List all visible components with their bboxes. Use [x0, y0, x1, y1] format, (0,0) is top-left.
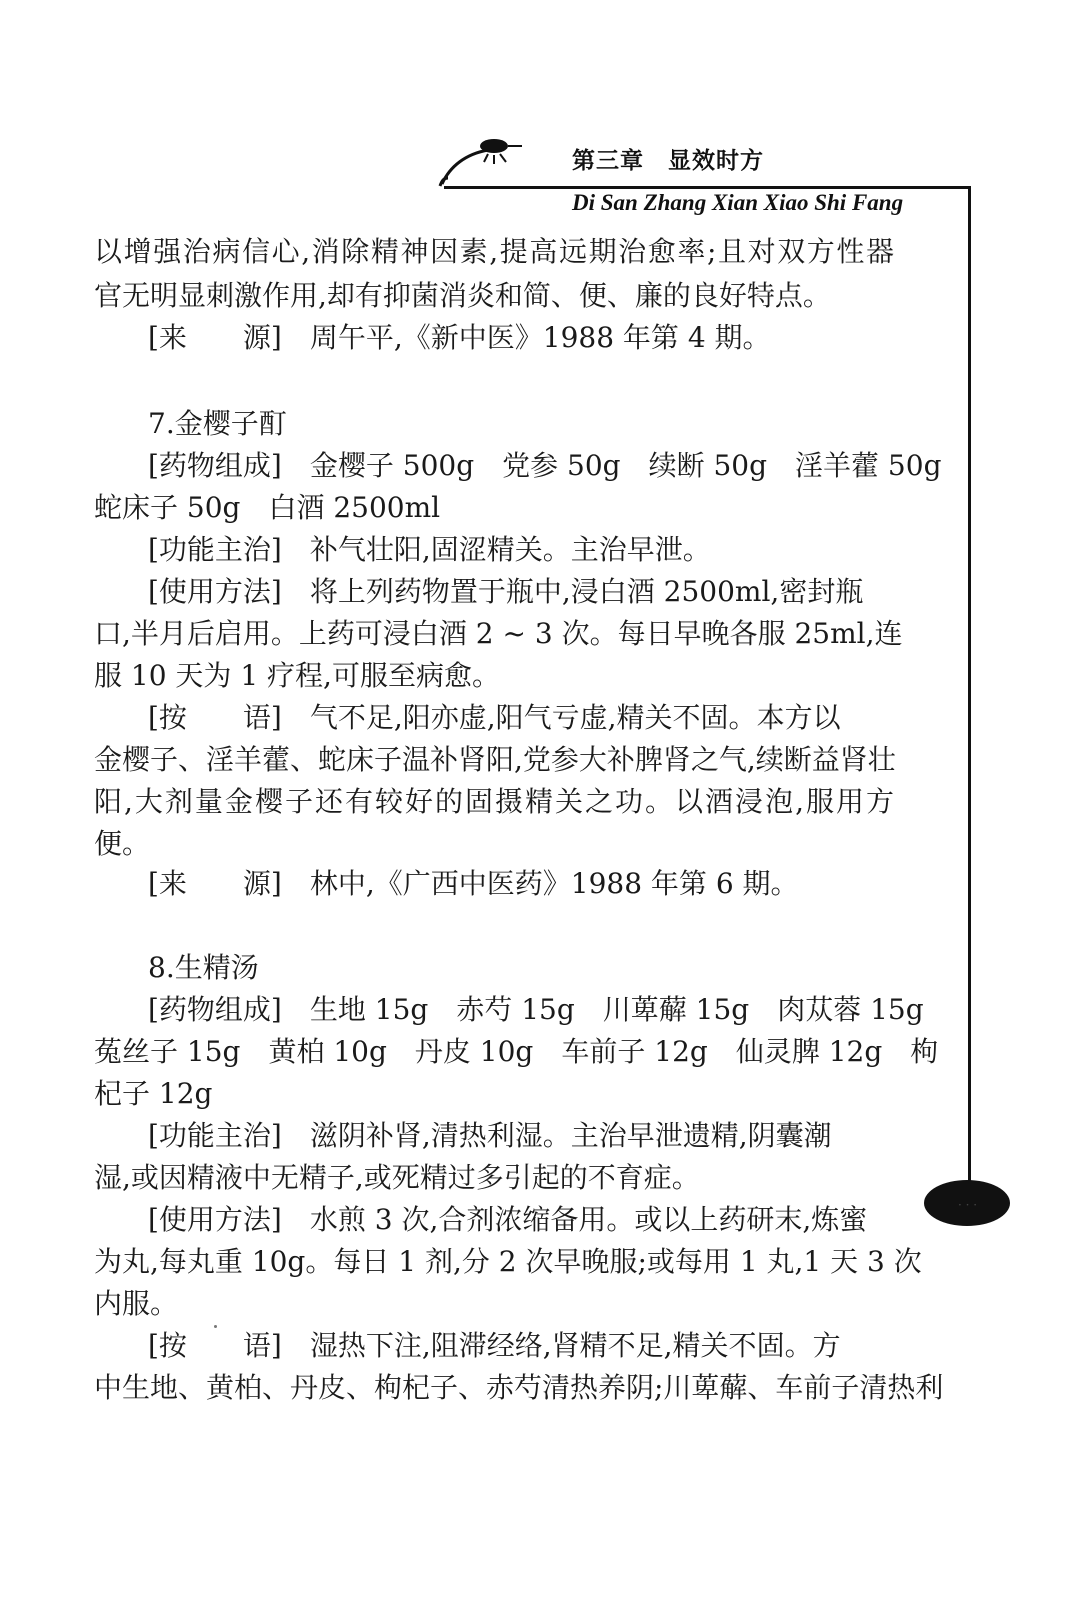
composition-text: 生地 15g 赤芍 15g 川萆薢 15g 肉苁蓉 15g	[281, 993, 924, 1026]
usage-label: [使用方法]	[148, 1203, 282, 1236]
lamp-ornament-icon	[436, 132, 536, 192]
note-line	[148, 696, 894, 740]
composition-line	[148, 988, 924, 1032]
note-text: 气不足,阳亦虚,阳气亏虚,精关不固。本方以	[281, 701, 841, 734]
usage-text: 将上列药物置于瓶中,浸白酒 2500ml,密封瓶	[281, 575, 864, 608]
usage-label: [使用方法]	[148, 575, 282, 608]
composition-label: [药物组成]	[148, 449, 282, 482]
source-line	[148, 862, 894, 906]
source-text: 周午平,《新中医》1988 年第 4 期。	[281, 321, 771, 354]
body-line: 杞子 12g	[94, 1077, 213, 1110]
usage-text: 水煎 3 次,合剂浓缩备用。或以上药研末,炼蜜	[281, 1203, 868, 1236]
body-line: 以增强治病信心,消除精神因素,提高远期治愈率;且对双方性器	[94, 235, 894, 268]
note-line	[148, 1324, 894, 1368]
source-label: [来 源]	[148, 321, 282, 354]
body-line: 中生地、黄柏、丹皮、枸杞子、赤芍清热养阴;川萆薢、车前子清热利	[94, 1371, 944, 1404]
body-line: 湿,或因精液中无精子,或死精过多引起的不育症。	[94, 1161, 700, 1194]
margin-rule	[968, 186, 971, 1190]
composition-line	[148, 444, 942, 488]
note-label: [按 语]	[148, 1329, 282, 1362]
composition-text: 金樱子 500g 党参 50g 续断 50g 淫羊藿 50g	[281, 449, 942, 482]
body-line: 阳,大剂量金樱子还有较好的固摄精关之功。以酒浸泡,服用方	[94, 785, 894, 818]
chapter-pinyin: Di San Zhang Xian Xiao Shi Fang	[572, 190, 904, 215]
function-line	[148, 1114, 894, 1158]
body-line: 金樱子、淫羊藿、蛇床子温补肾阳,党参大补脾肾之气,续断益肾壮	[94, 743, 896, 776]
body-line: 菟丝子 15g 黄柏 10g 丹皮 10g 车前子 12g 仙灵脾 12g 枸	[94, 1035, 939, 1068]
function-label: [功能主治]	[148, 1119, 282, 1152]
composition-label: [药物组成]	[148, 993, 282, 1026]
function-line	[148, 528, 894, 572]
body-line: 口,半月后启用。上药可浸白酒 2 ~ 3 次。每日早晚各服 25ml,连	[94, 617, 903, 650]
function-text: 滋阴补肾,清热利湿。主治早泄遗精,阴囊潮	[281, 1119, 832, 1152]
formula-title: 8.生精汤	[148, 951, 259, 984]
body-line: 便。	[94, 827, 151, 860]
source-label: [来 源]	[148, 867, 282, 900]
chapter-title: 第三章 显效时方	[572, 148, 764, 174]
usage-line	[148, 1198, 894, 1242]
formula-title: 7.金樱子酊	[148, 407, 287, 440]
function-text: 补气壮阳,固涩精关。主治早泄。	[281, 533, 711, 566]
body-line: 蛇床子 50g 白酒 2500ml	[94, 491, 441, 524]
header-rule	[444, 186, 970, 189]
body-line: 官无明显刺激作用,却有抑菌消炎和简、便、廉的良好特点。	[94, 279, 831, 312]
body-line: 内服。	[94, 1287, 179, 1320]
body-line: 服 10 天为 1 疗程,可服至病愈。	[94, 659, 500, 692]
source-line	[148, 316, 894, 360]
body-line: 为丸,每丸重 10g。每日 1 剂,分 2 次早晚服;或每用 1 丸,1 天 3 次	[94, 1245, 922, 1278]
page-edge-tab: · · ·	[924, 1180, 1010, 1226]
function-label: [功能主治]	[148, 533, 282, 566]
note-text: 湿热下注,阻滞经络,肾精不足,精关不固。方	[281, 1329, 841, 1362]
source-text: 林中,《广西中医药》1988 年第 6 期。	[281, 867, 799, 900]
note-label: [按 语]	[148, 701, 282, 734]
usage-line	[148, 570, 894, 614]
